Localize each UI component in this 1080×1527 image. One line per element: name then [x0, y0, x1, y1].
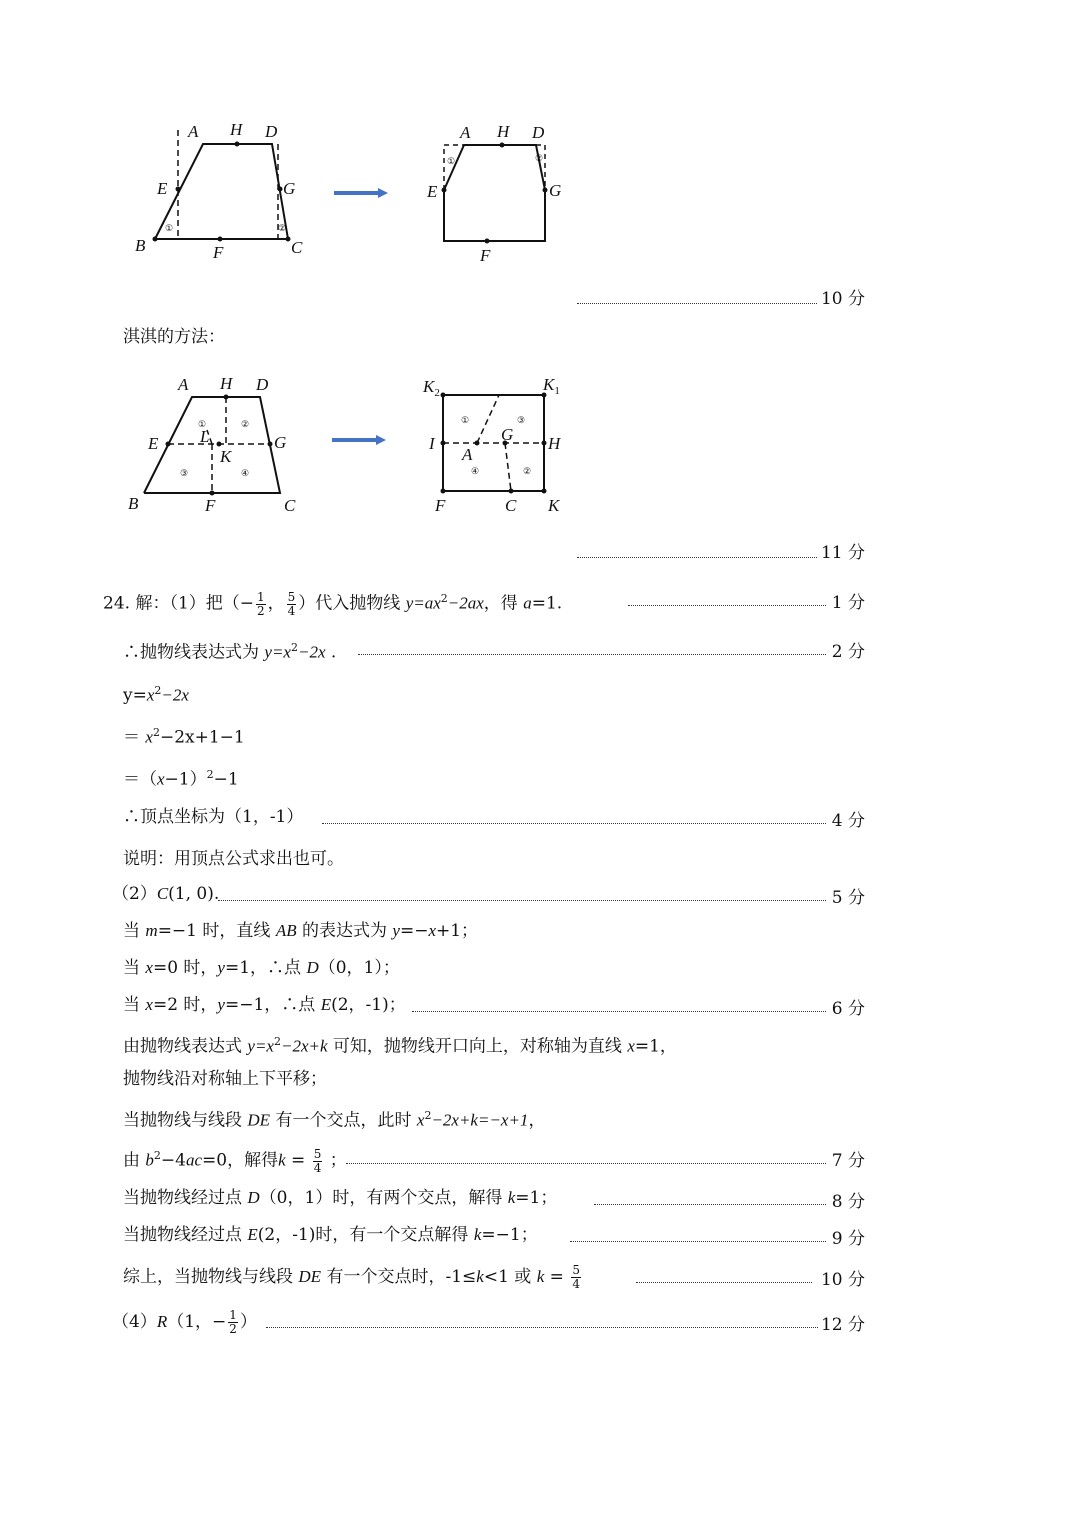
q24-note: 说明：用顶点公式求出也可。 — [123, 849, 344, 869]
region-label-2: ② — [241, 419, 250, 429]
score-2: 2 分 — [831, 642, 865, 662]
region-label-1: ① — [165, 223, 174, 233]
label-E: E — [157, 179, 168, 198]
q24-line-x0: 当 x=0 时，y=1，∴点 D（0，1）； — [123, 958, 400, 978]
label-F: F — [213, 243, 224, 262]
q24-line-conclusion: 综上，当抛物线与线段 DE 有一个交点时，-1≤k<1 或 k = $\frac{5}{4}$ — [123, 1263, 580, 1291]
score-6: 6 分 — [831, 999, 865, 1019]
label-D: D — [265, 122, 278, 141]
arrow-right-icon — [332, 185, 390, 201]
score-12: 12 分 — [820, 1315, 865, 1335]
region-label-4: ④ — [471, 466, 480, 476]
q24-line-shift: 抛物线沿对称轴上下平移； — [123, 1069, 327, 1089]
score-10-second: 10 分 — [820, 1270, 865, 1290]
score-11: 11 分 — [577, 538, 865, 563]
label-F: F — [480, 246, 491, 265]
q24-line-tangent: 当抛物线与线段 DE 有一个交点，此时 $x^2-2x+k=-x+1$， — [123, 1109, 546, 1131]
q24-line-discriminant: 由 $b^2-4ac=0$，解得k = $\frac{5}{4}$ ； — [123, 1146, 347, 1175]
label-G: G — [274, 433, 287, 452]
region-label-1: ① — [461, 415, 470, 425]
score-1: 1 分 — [831, 593, 865, 613]
score-10-first: 10 分 — [577, 284, 865, 309]
qiqi-method-heading: 淇淇的方法： — [123, 327, 225, 347]
label-B: B — [135, 236, 146, 255]
label-H: H — [220, 374, 233, 393]
dot-leader — [412, 997, 826, 1012]
q24-line-2: ∴抛物线表达式为 $y=x^2-2x$ . — [123, 641, 337, 663]
region-label-1: ① — [447, 156, 456, 166]
label-E: E — [148, 434, 159, 453]
label-H: H — [230, 120, 243, 139]
q24-line-parabola: 由抛物线表达式 $y=x^2-2x+k$ 可知，抛物线开口向上，对称轴为直线 x=1， — [123, 1035, 677, 1057]
label-G: G — [501, 425, 514, 444]
label-D: D — [256, 375, 269, 394]
label-K1: $K_1$ — [543, 375, 560, 397]
q24-line-x2: 当 x=2 时，y=−1，∴点 E(2，-1)； — [123, 995, 406, 1015]
rearranged-outline — [444, 145, 545, 241]
score-8: 8 分 — [831, 1192, 865, 1212]
region-label-3: ③ — [180, 468, 189, 478]
q24-line-4: ＝ $x^2-2x+1-1$ — [123, 726, 245, 748]
label-A: A — [188, 122, 199, 141]
q24-line-5: $=(x-1)^2-1$ — [123, 768, 239, 790]
q24-line-m: 当 m=−1 时，直线 AB 的表达式为 y=−x+1； — [123, 921, 479, 941]
label-C: C — [291, 238, 303, 257]
dot-leader — [594, 1190, 826, 1205]
q24-line-3: $y=x^2-2x$ — [123, 684, 189, 706]
label-A: A — [462, 445, 473, 464]
dot-leader — [346, 1149, 826, 1164]
score-5: 5 分 — [831, 888, 865, 908]
score-4: 4 分 — [831, 811, 865, 831]
q24-line-pointD: 当抛物线经过点 D（0，1）时，有两个交点，解得 k=1； — [123, 1188, 558, 1208]
label-A: A — [460, 123, 471, 142]
dot-leader — [570, 1227, 826, 1242]
label-L: L — [200, 427, 210, 446]
region-label-2: ② — [278, 223, 287, 233]
score-9: 9 分 — [831, 1229, 865, 1249]
score-7: 7 分 — [831, 1151, 865, 1171]
region-label-3: ③ — [517, 415, 526, 425]
label-G: G — [283, 179, 296, 198]
dot-leader — [218, 886, 826, 901]
label-F: F — [205, 496, 216, 515]
label-I: I — [429, 434, 435, 453]
label-K: K — [548, 496, 560, 515]
label-K: K — [220, 447, 232, 466]
dot-leader — [636, 1268, 812, 1283]
label-H: H — [548, 434, 561, 453]
dot-leader — [322, 809, 826, 824]
dot-leader — [628, 591, 826, 606]
label-C: C — [505, 496, 517, 515]
trapezoid-outline — [155, 144, 288, 239]
figure-square — [415, 370, 590, 520]
label-F: F — [435, 496, 446, 515]
label-E: E — [427, 182, 438, 201]
q24-line-pointE: 当抛物线经过点 E(2，-1)时，有一个交点解得 k=−1； — [123, 1225, 538, 1245]
arrow-right-icon — [330, 432, 388, 448]
figure-trapezoid-2 — [120, 370, 310, 520]
label-H: H — [497, 122, 510, 141]
figure-rearranged-1 — [420, 115, 580, 270]
label-D: D — [532, 123, 545, 142]
region-label-2: ② — [523, 466, 532, 476]
dot-leader — [358, 640, 826, 655]
label-A: A — [178, 375, 189, 394]
figure-trapezoid-1 — [125, 115, 315, 265]
label-G: G — [549, 181, 562, 200]
dot-leader — [266, 1313, 818, 1328]
label-C: C — [284, 496, 296, 515]
region-label-2: ② — [535, 153, 544, 163]
region-label-4: ④ — [241, 468, 250, 478]
label-K2: $K_2$ — [423, 377, 440, 399]
q24-part2-c: （2）C(1, 0). — [112, 884, 220, 904]
q24-vertex: ∴顶点坐标为（1，-1） — [123, 807, 304, 827]
region-label-1: ① — [198, 419, 207, 429]
q24-line-1: 24. 解：（1）把（− $\frac{1}{2}$ ， $\frac{5}{4}$ ）代入抛物线 $y=ax^2-2ax$，得 a=1. — [103, 589, 563, 618]
q24-part4: （4）R（1，− $\frac{1}{2}$ ） — [112, 1308, 257, 1336]
label-B: B — [128, 494, 139, 513]
